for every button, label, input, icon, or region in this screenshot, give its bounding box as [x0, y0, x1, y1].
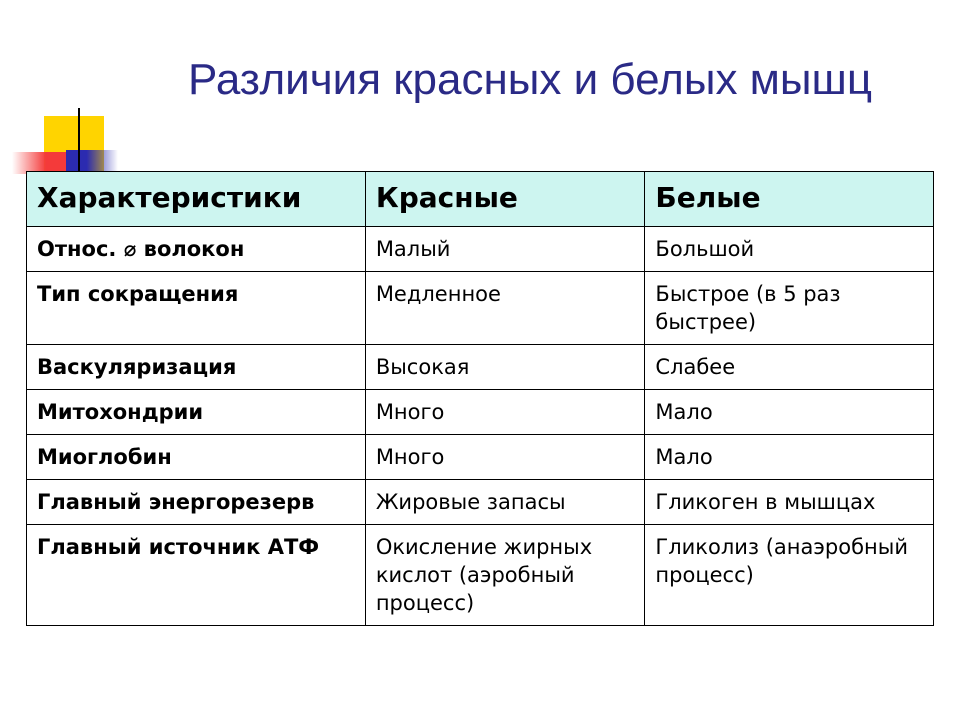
slide-title: Различия красных и белых мышц: [187, 55, 873, 104]
table-row: [27, 227, 934, 272]
feature-cell: Васкуляризация: [27, 345, 366, 390]
white-value-cell: Гликоген в мышцах: [645, 480, 934, 525]
white-value-cell: Большой: [645, 227, 934, 272]
feature-cell: Митохондрии: [27, 390, 366, 435]
table-row: [27, 345, 934, 390]
red-value-cell: Жировые запасы: [365, 480, 645, 525]
red-value-cell: Малый: [365, 227, 645, 272]
red-value-cell: Медленное: [365, 272, 645, 345]
feature-cell: Относ. ⌀ волокон: [27, 227, 366, 272]
table-row: [27, 390, 934, 435]
red-value-cell: Много: [365, 435, 645, 480]
red-value-cell: Высокая: [365, 345, 645, 390]
header-red: Красные: [365, 172, 645, 227]
decor-vertical-line: [78, 108, 80, 176]
feature-cell: Тип сокращения: [27, 272, 366, 345]
red-value-cell: Окисление жирных кислот (аэробный процесс): [365, 525, 645, 626]
white-value-cell: Слабее: [645, 345, 934, 390]
white-value-cell: Быстрое (в 5 раз быстрее): [645, 272, 934, 345]
red-value-cell: Много: [365, 390, 645, 435]
table-row: [27, 480, 934, 525]
table-header-row: [27, 172, 934, 227]
feature-cell: Миоглобин: [27, 435, 366, 480]
header-white: Белые: [645, 172, 934, 227]
feature-cell: Главный энергорезерв: [27, 480, 366, 525]
white-value-cell: Мало: [645, 390, 934, 435]
table-row: [27, 435, 934, 480]
table-row: [27, 272, 934, 345]
header-characteristics: Характеристики: [27, 172, 366, 227]
feature-cell: Главный источник АТФ: [27, 525, 366, 626]
white-value-cell: Гликолиз (анаэробный процесс): [645, 525, 934, 626]
comparison-table: [26, 171, 934, 626]
table-row: [27, 525, 934, 626]
white-value-cell: Мало: [645, 435, 934, 480]
